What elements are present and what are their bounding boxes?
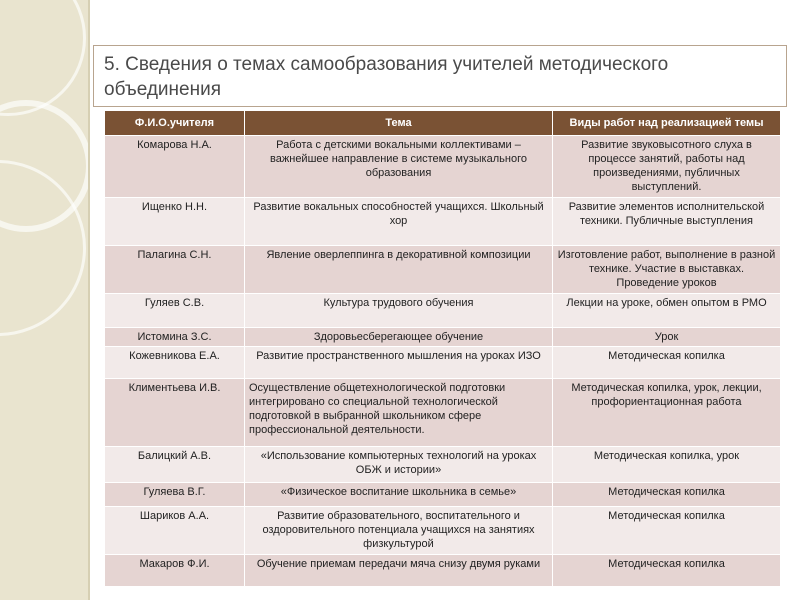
cell-topic: Осуществление общетехнологической подготовки интегрировано со специальной технологической подготовкой в выбранной школьником сфере профессиональной деятельности. (245, 379, 553, 447)
table-row (105, 198, 781, 246)
cell-works: Методическая копилка (553, 347, 781, 379)
cell-works: Методическая копилка (553, 555, 781, 587)
cell-topic: Работа с детскими вокальными коллективами – важнейшее направление в системе музыкального образования (245, 136, 553, 198)
cell-topic: Развитие образовательного, воспитательного и оздоровительного потенциала учащихся на занятиях физкультурой (245, 507, 553, 555)
cell-name: Гуляев С.В. (105, 294, 245, 328)
table-row (105, 328, 781, 347)
table-row (105, 246, 781, 294)
header-works: Виды работ над реализацией темы (553, 111, 781, 136)
cell-works: Методическая копилка, урок, лекции, профориентационная работа (553, 379, 781, 447)
cell-name: Макаров Ф.И. (105, 555, 245, 587)
table-row (105, 507, 781, 555)
cell-works: Методическая копилка (553, 483, 781, 507)
table-row (105, 136, 781, 198)
table-row (105, 294, 781, 328)
cell-works: Методическая копилка (553, 507, 781, 555)
decorative-side-panel (0, 0, 90, 600)
cell-topic: Явление оверлеппинга в декоративной композиции (245, 246, 553, 294)
cell-topic: «Использование компьютерных технологий на уроках ОБЖ и истории» (245, 447, 553, 483)
cell-name: Комарова Н.А. (105, 136, 245, 198)
table-header-row (105, 111, 781, 136)
cell-topic: Культура трудового обучения (245, 294, 553, 328)
cell-works: Лекции на уроке, обмен опытом в РМО (553, 294, 781, 328)
cell-name: Ищенко Н.Н. (105, 198, 245, 246)
cell-topic: Здоровьесберегающее обучение (245, 328, 553, 347)
teachers-table (104, 110, 781, 587)
table-row (105, 347, 781, 379)
cell-name: Истомина З.С. (105, 328, 245, 347)
cell-name: Кожевникова Е.А. (105, 347, 245, 379)
cell-works: Развитие элементов исполнительской техники. Публичные выступления (553, 198, 781, 246)
cell-name: Шариков А.А. (105, 507, 245, 555)
table-row (105, 555, 781, 587)
header-topic: Тема (245, 111, 553, 136)
cell-topic: Развитие пространственного мышления на уроках ИЗО (245, 347, 553, 379)
cell-topic: Развитие вокальных способностей учащихся. Школьный хор (245, 198, 553, 246)
cell-works: Урок (553, 328, 781, 347)
table-row (105, 483, 781, 507)
table-row (105, 379, 781, 447)
cell-works: Изготовление работ, выполнение в разной технике. Участие в выставках. Проведение уроков (553, 246, 781, 294)
cell-name: Балицкий А.В. (105, 447, 245, 483)
cell-name: Климентьева И.В. (105, 379, 245, 447)
cell-topic: «Физическое воспитание школьника в семье» (245, 483, 553, 507)
slide-title: 5. Сведения о темах самообразования учителей методического объединения (93, 45, 787, 107)
cell-name: Палагина С.Н. (105, 246, 245, 294)
cell-topic: Обучение приемам передачи мяча снизу двумя руками (245, 555, 553, 587)
cell-name: Гуляева В.Г. (105, 483, 245, 507)
cell-works: Развитие звуковысотного слуха в процессе занятий, работы над произведениями, публичных выступлений. (553, 136, 781, 198)
header-name: Ф.И.О.учителя (105, 111, 245, 136)
cell-works: Методическая копилка, урок (553, 447, 781, 483)
table-row (105, 447, 781, 483)
